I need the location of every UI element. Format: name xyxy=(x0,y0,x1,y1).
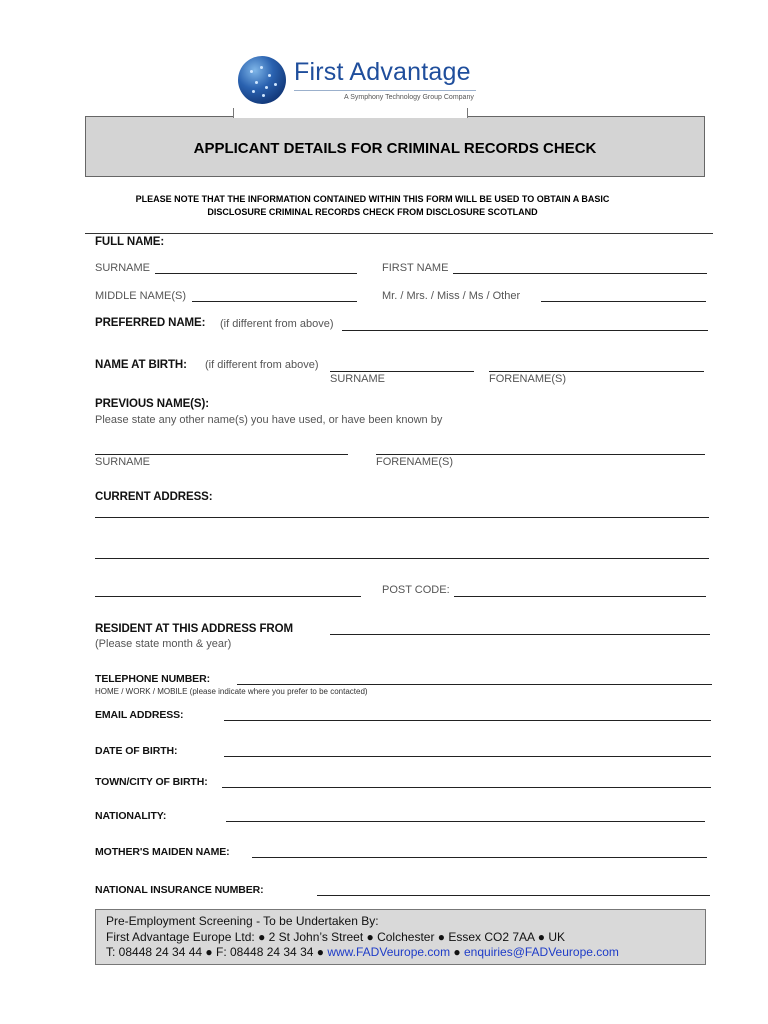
birth-surname-field[interactable] xyxy=(330,371,474,372)
note-line-2: DISCLOSURE CRIMINAL RECORDS CHECK FROM DISCLOSURE SCOTLAND xyxy=(207,207,538,217)
name-at-birth-hint: (if different from above) xyxy=(205,359,319,371)
name-at-birth-label: NAME AT BIRTH: xyxy=(95,359,187,371)
title-options-label: Mr. / Mrs. / Miss / Ms / Other xyxy=(382,290,521,302)
previous-names-label: PREVIOUS NAME(S): xyxy=(95,398,209,410)
birthplace-field[interactable] xyxy=(222,787,711,788)
surname-label: SURNAME xyxy=(95,262,151,274)
title-band xyxy=(85,116,705,177)
maiden-name-field[interactable] xyxy=(252,857,707,858)
previous-surname-caption: SURNAME xyxy=(95,456,151,468)
ni-number-field[interactable] xyxy=(317,895,710,896)
footer-line-3 xyxy=(106,945,619,959)
address-line-1-field[interactable] xyxy=(95,517,709,518)
footer-website-link[interactable]: www.FADVeurope.com xyxy=(327,945,451,959)
previous-surname-field[interactable] xyxy=(95,454,348,455)
brand-tagline: A Symphony Technology Group Company xyxy=(344,94,474,101)
form-title: APPLICANT DETAILS FOR CRIMINAL RECORDS CHECK xyxy=(193,140,597,157)
resident-from-field[interactable] xyxy=(330,634,710,635)
telephone-field[interactable] xyxy=(237,684,712,685)
brand-name: First Advantage xyxy=(294,58,471,86)
preferred-name-field[interactable] xyxy=(342,330,708,331)
dob-field[interactable] xyxy=(224,756,711,757)
nationality-label: NATIONALITY: xyxy=(95,810,167,822)
full-name-heading: FULL NAME: xyxy=(95,236,165,248)
surname-field[interactable] xyxy=(155,273,357,274)
resident-from-hint: (Please state month & year) xyxy=(95,638,232,650)
middle-names-field[interactable] xyxy=(192,301,357,302)
nationality-field[interactable] xyxy=(226,821,705,822)
disclosure-note xyxy=(95,193,650,219)
footer-line-2: First Advantage Europe Ltd: ● 2 St John’s Street ● Colchester ● Essex CO2 7AA ● UK xyxy=(106,930,565,944)
postcode-field[interactable] xyxy=(454,596,706,597)
globe-icon xyxy=(238,56,286,104)
section-divider xyxy=(85,233,713,234)
footer-email-link[interactable]: enquiries@FADVeurope.com xyxy=(464,945,619,959)
previous-names-hint: Please state any other name(s) you have used, or have been known by xyxy=(95,414,443,426)
postcode-label: POST CODE: xyxy=(382,584,450,596)
telephone-label: TELEPHONE NUMBER: xyxy=(95,673,210,685)
previous-forenames-field[interactable] xyxy=(376,454,705,455)
current-address-label: CURRENT ADDRESS: xyxy=(95,491,213,503)
birthplace-label: TOWN/CITY OF BIRTH: xyxy=(95,776,208,788)
maiden-name-label: MOTHER'S MAIDEN NAME: xyxy=(95,846,230,858)
footer-contact-box xyxy=(95,909,706,965)
first-name-field[interactable] xyxy=(453,273,707,274)
address-line-3-field[interactable] xyxy=(95,596,361,597)
telephone-hint: HOME / WORK / MOBILE (please indicate where you prefer to be contacted) xyxy=(95,687,368,696)
brand-divider xyxy=(294,90,476,91)
email-field[interactable] xyxy=(224,720,711,721)
footer-separator: ● xyxy=(453,945,461,959)
dob-label: DATE OF BIRTH: xyxy=(95,745,178,757)
resident-from-label: RESIDENT AT THIS ADDRESS FROM xyxy=(95,623,293,635)
title-field[interactable] xyxy=(541,301,706,302)
email-label: EMAIL ADDRESS: xyxy=(95,709,184,721)
previous-forenames-caption: FORENAME(S) xyxy=(376,456,453,468)
first-name-label: FIRST NAME xyxy=(382,262,449,274)
footer-phone-fax: T: 08448 24 34 44 ● F: 08448 24 34 34 ● xyxy=(106,945,324,959)
birth-forenames-field[interactable] xyxy=(489,371,704,372)
birth-forenames-caption: FORENAME(S) xyxy=(489,373,566,385)
logo-notch xyxy=(233,108,468,118)
address-line-2-field[interactable] xyxy=(95,558,709,559)
middle-names-label: MIDDLE NAME(S) xyxy=(95,290,187,302)
birth-surname-caption: SURNAME xyxy=(330,373,386,385)
company-logo xyxy=(238,56,483,108)
ni-number-label: NATIONAL INSURANCE NUMBER: xyxy=(95,884,264,896)
footer-line-1: Pre-Employment Screening - To be Undertaken By: xyxy=(106,914,379,928)
preferred-name-hint: (if different from above) xyxy=(220,318,334,330)
note-line-1: PLEASE NOTE THAT THE INFORMATION CONTAINED WITHIN THIS FORM WILL BE USED TO OBTAIN A BASIC xyxy=(135,194,610,204)
preferred-name-label: PREFERRED NAME: xyxy=(95,317,206,329)
